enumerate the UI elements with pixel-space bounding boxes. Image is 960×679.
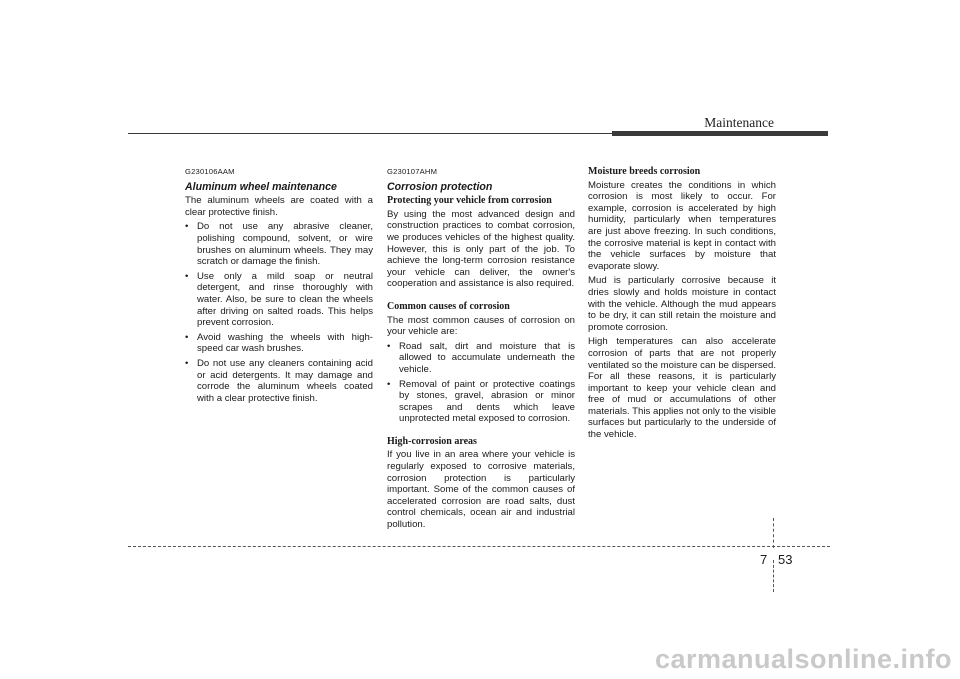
subheading-high-corrosion: High-corrosion areas <box>387 435 477 447</box>
paragraph: By using the most advanced design and construction practices to combat corrosion, we produces vehicles of the highest quality. However, this is only part of the job. To achieve the long-term corrosion resistance your vehicle can deliver, the owner's cooperation and assistance is also required. <box>387 208 575 290</box>
section-title: Maintenance <box>704 115 774 130</box>
column-moisture <box>588 166 776 444</box>
list-item <box>387 341 575 376</box>
list-item <box>185 221 373 267</box>
corrosion-causes-list <box>387 341 575 425</box>
bullet-glyph: • <box>387 340 391 352</box>
subheading-common-causes: Common causes of corrosion <box>387 300 510 312</box>
chapter-number: 7 <box>760 552 768 567</box>
bullet-glyph: • <box>185 357 189 369</box>
footer-dashed-rule <box>128 546 830 547</box>
list-item <box>387 379 575 425</box>
page-divider-bottom <box>773 560 774 592</box>
section-heading: Aluminum wheel maintenance <box>185 180 337 193</box>
paragraph: High temperatures can also accelerate corrosion of parts that are not properly ventilated so the moisture can be dispersed. For all these reasons, it is particularly important to keep your vehicle clean and free of mud or accumulations of other materials. This applies not only to the visible surfaces but particularly to the underside of the vehicle. <box>588 336 776 441</box>
paragraph: The most common causes of corrosion on your vehicle are: <box>387 314 575 338</box>
section-heading: Corrosion protection <box>387 180 493 193</box>
list-item-text: Do not use any abrasive cleaner, polishing compound, solvent, or wire brushes on aluminum wheels. They may scratch or damage the finish. <box>197 221 373 268</box>
list-item <box>185 271 373 329</box>
intro-paragraph: The aluminum wheels are coated with a clear protective finish. <box>185 195 373 218</box>
watermark: carmanualsonline.info <box>654 644 952 674</box>
subheading-moisture: Moisture breeds corrosion <box>588 166 701 177</box>
bullet-glyph: • <box>185 270 189 282</box>
bullet-glyph: • <box>185 221 189 233</box>
list-item <box>185 332 373 355</box>
column-aluminum-wheels <box>185 166 373 407</box>
section-code: G230106AAM <box>185 167 235 176</box>
paragraph: Moisture creates the conditions in which corrosion is most likely to occur. For example, corrosion is accelerated by high humidity, particularly when temperatures are just above freezing. In such conditions, the corrosive material is kept in contact with the vehicle surfaces by moisture that evaporate slowy. <box>588 179 776 272</box>
wheel-care-list <box>185 221 373 404</box>
subheading-protecting: Protecting your vehicle from corrosion <box>387 195 552 207</box>
list-item-text: Avoid washing the wheels with high-speed car wash brushes. <box>197 331 373 355</box>
column-corrosion-protection <box>387 166 575 534</box>
list-item-text: Do not use any cleaners containing acid or acid detergents. It may damage and corrode the aluminum wheels coated with a clear protective finish. <box>197 357 373 404</box>
list-item-text: Road salt, dirt and moisture that is allowed to accumulate underneath the vehicle. <box>399 340 575 375</box>
page-divider-top <box>773 518 774 548</box>
page-number: 53 <box>778 552 793 567</box>
section-code: G230107AHM <box>387 167 438 176</box>
paragraph: Mud is particularly corrosive because it dries slowly and holds moisture in contact with the vehicle. Although the mud appears to be dry, it can still retain the moisture and promote corrosion. <box>588 275 776 333</box>
header-rule-accent <box>612 131 828 136</box>
list-item-text: Removal of paint or protective coatings by stones, gravel, abrasion or minor scrapes and dents which leave unprotected metal exposed to corrosion. <box>399 378 575 425</box>
bullet-glyph: • <box>185 331 189 343</box>
list-item-text: Use only a mild soap or neutral detergent, and rinse thoroughly with water. Also, be sure to clean the wheels after driving on salted roads. This helps prevent corrosion. <box>197 270 373 329</box>
list-item <box>185 358 373 404</box>
bullet-glyph: • <box>387 378 391 390</box>
paragraph: If you live in an area where your vehicle is regularly exposed to corrosive materials, corrosion protection is particularly important. Some of the common causes of accelerated corrosion are road salts, dust control chemicals, ocean air and industrial pollution. <box>387 449 575 531</box>
